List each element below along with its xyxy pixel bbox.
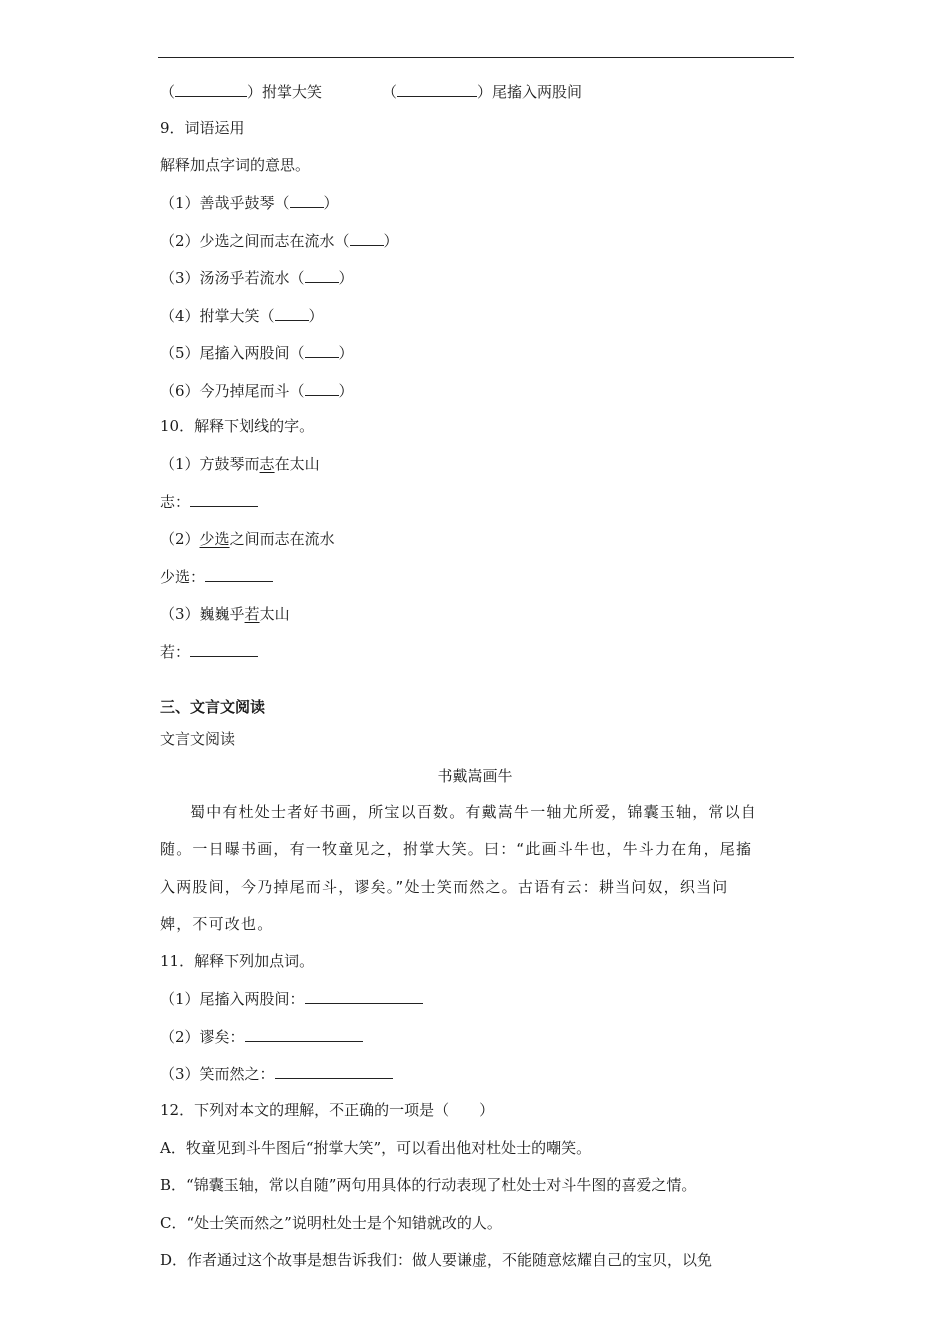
q10-answer-1: 志：: [160, 491, 258, 512]
answer-blank[interactable]: [290, 192, 324, 208]
answer-blank[interactable]: [275, 1063, 393, 1079]
passage-line-3: 入两股间，今乃掉尾而斗，谬矣。”处士笑而然之。古语有云：耕当问奴，织当问: [160, 878, 729, 896]
q11-item-2: （2）谬矣：: [160, 1026, 363, 1047]
q12-option-a[interactable]: A．牧童见到斗牛图后“拊掌大笑”，可以看出他对杜处士的嘲笑。: [160, 1139, 592, 1157]
q12-option-d[interactable]: D．作者通过这个故事是想告诉我们：做人要谦虚，不能随意炫耀自己的宝贝，以免: [160, 1251, 713, 1269]
q12-title: 12．下列对本文的理解，不正确的一项是（ ）: [160, 1101, 495, 1119]
q10-title: 10．解释下划线的字。: [160, 417, 315, 435]
q9-item-3: （3）汤汤乎若流水（ ）: [160, 269, 354, 287]
q10-answer-3: 若：: [160, 641, 258, 662]
answer-blank[interactable]: [305, 342, 339, 358]
answer-blank[interactable]: [190, 641, 258, 657]
answer-blank[interactable]: [350, 230, 384, 246]
q11-title: 11．解释下列加点词。: [160, 952, 315, 970]
passage-line-4: 婢，不可改也。: [160, 915, 274, 933]
q9-item-2: （2）少选之间而志在流水（ ）: [160, 232, 399, 250]
answer-blank[interactable]: [305, 988, 423, 1004]
answer-blank[interactable]: [305, 267, 339, 283]
answer-blank[interactable]: [397, 81, 477, 97]
passage-title: 书戴嵩画牛: [437, 767, 513, 785]
q10-item-2: （2）少选之间而志在流水: [160, 530, 335, 548]
q11-item-1: （1）尾搐入两股间：: [160, 988, 423, 1009]
q9-item-1: （1）善哉乎鼓琴（ ）: [160, 194, 339, 212]
q9-instruction: 解释加点字词的意思。: [160, 156, 311, 174]
answer-blank[interactable]: [305, 380, 339, 396]
header-rule: [158, 57, 794, 58]
passage-line-1: 蜀中有杜处士者好书画，所宝以百数。有戴嵩牛一轴尤所爱，锦囊玉轴，常以自: [190, 803, 758, 821]
top-row-left: （ ）拊掌大笑: [160, 83, 323, 101]
q10-answer-2: 少选：: [160, 566, 273, 587]
q10-item-3: （3）巍巍乎若太山: [160, 605, 290, 623]
q11-item-3: （3）笑而然之：: [160, 1063, 393, 1084]
top-row-right: （ ）尾搐入两股间: [382, 83, 583, 101]
answer-blank[interactable]: [245, 1026, 363, 1042]
answer-blank[interactable]: [190, 491, 258, 507]
q12-option-c[interactable]: C．“处士笑而然之”说明杜处士是个知错就改的人。: [160, 1214, 502, 1232]
section-heading: 三、文言文阅读: [160, 698, 266, 716]
q9-item-6: （6）今乃掉尾而斗（ ）: [160, 382, 354, 400]
answer-blank[interactable]: [275, 305, 309, 321]
answer-blank[interactable]: [175, 81, 247, 97]
q10-item-1: （1）方鼓琴而志在太山: [160, 455, 320, 473]
passage-line-2: 随。一日曝书画，有一牧童见之，拊掌大笑。曰：“此画斗牛也，牛斗力在角，尾搐: [160, 840, 753, 858]
answer-blank[interactable]: [205, 566, 273, 582]
q9-item-4: （4）拊掌大笑（ ）: [160, 307, 324, 325]
q12-option-b[interactable]: B．“锦囊玉轴，常以自随”两句用具体的行动表现了杜处士对斗牛图的喜爱之情。: [160, 1176, 697, 1194]
q9-item-5: （5）尾搐入两股间（ ）: [160, 344, 354, 362]
section-subheading: 文言文阅读: [160, 730, 236, 748]
q9-title: 9．词语运用: [160, 119, 245, 137]
